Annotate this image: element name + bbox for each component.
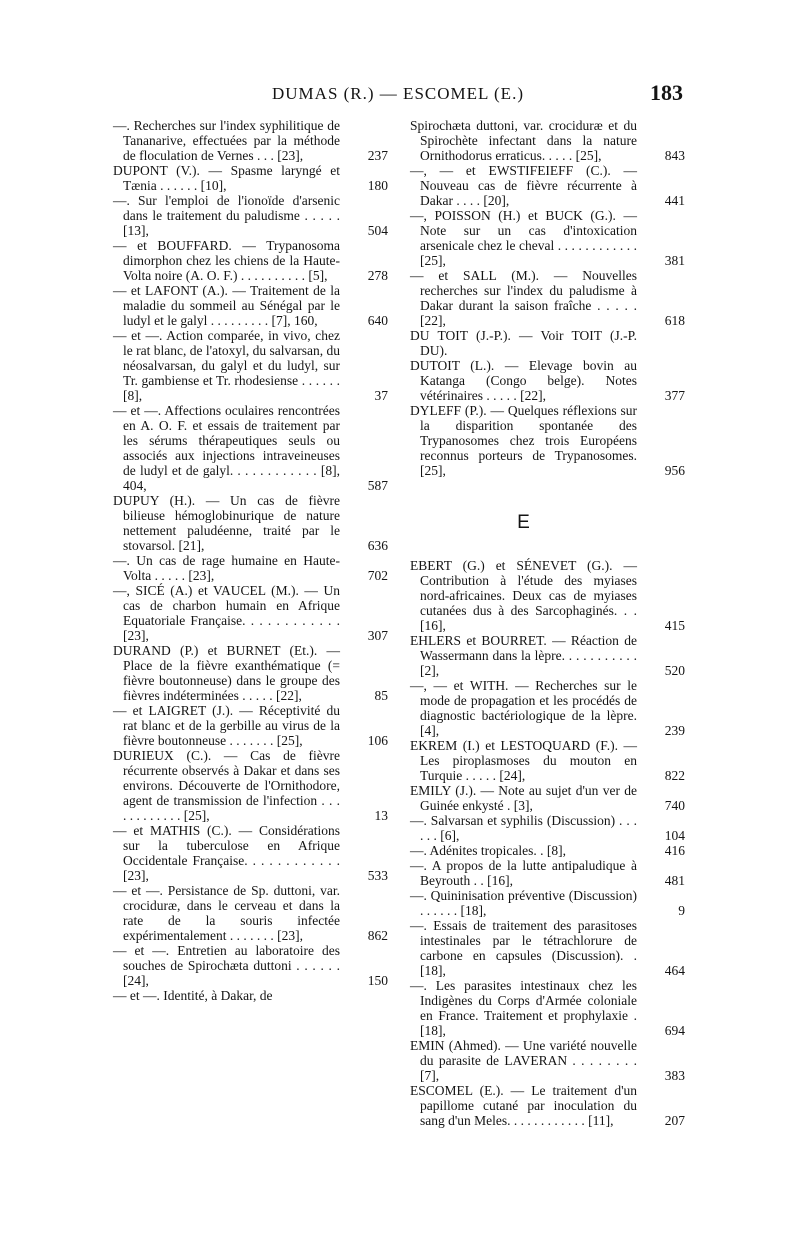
section-letter-heading: E <box>517 512 530 533</box>
entry-page-number: 740 <box>664 798 685 813</box>
entry-page-number: 862 <box>367 928 388 943</box>
page-header <box>113 80 683 110</box>
index-entry <box>410 268 685 328</box>
index-entry <box>410 403 685 478</box>
entry-text: — et —. Action comparée, in vivo, chez le rat blanc, de l'atoxyl, du salvarsan, du néosalvarsan, du galyl et du ludyl, sur Tr. gambiense et Tr. rhodesiense . . . . . . [8], <box>113 328 340 403</box>
index-entry <box>113 403 388 493</box>
entry-text: —. Adénites tropicales. . [8], <box>410 843 566 858</box>
entry-page-number: 618 <box>664 313 685 328</box>
index-entry <box>410 328 685 358</box>
right-column-e-entries <box>410 558 685 1128</box>
index-entry <box>113 583 388 643</box>
entry-page-number: 533 <box>367 868 388 883</box>
index-entry <box>410 1038 685 1083</box>
entry-text: DUPONT (V.). — Spasme laryngé et Tænia . . . . . . [10], <box>113 163 340 193</box>
index-entry <box>113 493 388 553</box>
entry-page-number: 9 <box>678 903 685 918</box>
entry-text: —, — et WITH. — Recherches sur le mode de propagation et les procédés de diagnostic bactériologique de la lèpre. [4], <box>410 678 637 738</box>
entry-text: — et —. Entretien au laboratoire des souches de Spirochæta duttoni . . . . . . [24], <box>113 943 340 988</box>
index-entry <box>113 643 388 703</box>
entry-text: EMIN (Ahmed). — Une variété nouvelle du parasite de LAVERAN . . . . . . . . [7], <box>410 1038 637 1083</box>
index-entry <box>410 633 685 678</box>
entry-page-number: 587 <box>367 478 388 493</box>
entry-page-number: 239 <box>664 723 685 738</box>
index-entry <box>113 748 388 823</box>
index-entry <box>410 738 685 783</box>
entry-page-number: 37 <box>374 388 388 403</box>
index-entry <box>410 858 685 888</box>
index-entry <box>113 988 388 1003</box>
index-entry <box>410 813 685 843</box>
entry-page-number: 150 <box>367 973 388 988</box>
entry-page-number: 694 <box>664 1023 685 1038</box>
index-entry <box>113 553 388 583</box>
entry-text: —. Les parasites intestinaux chez les Indigènes du Corps d'Armée coloniale en France. Traitement et prophylaxie . [18], <box>410 978 637 1038</box>
entry-page-number: 278 <box>367 268 388 283</box>
entry-text: EMILY (J.). — Note au sujet d'un ver de Guinée enkysté . [3], <box>410 783 637 813</box>
entry-text: DU TOIT (J.-P.). — Voir TOIT (J.-P. DU). <box>410 328 637 358</box>
entry-page-number: 843 <box>664 148 685 163</box>
index-entry <box>410 918 685 978</box>
entry-text: DUTOIT (L.). — Elevage bovin au Katanga (Congo belge). Notes vétérinaires . . . . . [22], <box>410 358 637 403</box>
index-entry <box>410 783 685 813</box>
entry-page-number: 237 <box>367 148 388 163</box>
entry-text: — et BOUFFARD. — Trypanosoma dimorphon chez les chiens de la Haute-Volta noire (A. O. F.) . . . . . . . . . . [5], <box>113 238 340 283</box>
right-column <box>410 118 685 1128</box>
entry-page-number: 377 <box>664 388 685 403</box>
index-entry <box>113 943 388 988</box>
entry-page-number: 381 <box>664 253 685 268</box>
entry-text: DURIEUX (C.). — Cas de fièvre récurrente observés à Dakar et dans ses environs. Découverte de l'Ornithodore, agent de transmission de l'infection . . . . . . . . . . . . [25], <box>113 748 340 823</box>
index-entry <box>113 118 388 163</box>
entry-text: —. Sur l'emploi de l'ionoïde d'arsenic dans le traitement du paludisme . . . . . [13], <box>113 193 340 238</box>
entry-page-number: 956 <box>664 463 685 478</box>
entry-page-number: 207 <box>664 1113 685 1128</box>
index-entry <box>410 558 685 633</box>
entry-text: — et —. Affections oculaires rencontrées en A. O. F. et essais de traitement par les sérums thérapeutiques seuls ou associés aux injections intraveineuses de ludyl et de galyl. . . . . . . . . . . . [8], 404, <box>113 403 340 493</box>
entry-text: — et LAIGRET (J.). — Réceptivité du rat blanc et de la gerbille au virus de la fièvre boutonneuse . . . . . . . [25], <box>113 703 340 748</box>
entry-page-number: 640 <box>367 313 388 328</box>
entry-page-number: 307 <box>367 628 388 643</box>
index-entry <box>113 823 388 883</box>
entry-page-number: 415 <box>664 618 685 633</box>
entry-text: EHLERS et BOURRET. — Réaction de Wassermann dans la lèpre. . . . . . . . . . . [2], <box>410 633 637 678</box>
entry-text: —. Salvarsan et syphilis (Discussion) . . . . . . [6], <box>410 813 637 843</box>
right-column-d-entries <box>410 118 685 478</box>
entry-text: —. Un cas de rage humaine en Haute-Volta . . . . . [23], <box>113 553 340 583</box>
entry-text: DUPUY (H.). — Un cas de fièvre bilieuse hémoglobinurique de nature nettement paludéenne, traité par le stovarsol. [21], <box>113 493 340 553</box>
entry-page-number: 104 <box>664 828 685 843</box>
index-entry <box>113 193 388 238</box>
entry-page-number: 481 <box>664 873 685 888</box>
entry-text: —, POISSON (H.) et BUCK (G.). — Note sur un cas d'intoxication arsenicale chez le cheval . . . . . . . . . . . . [25], <box>410 208 637 268</box>
index-entry <box>410 843 685 858</box>
index-entry <box>410 208 685 268</box>
entry-text: ESCOMEL (E.). — Le traitement d'un papillome cutané par inoculation du sang d'un Meles. . . . . . . . . . . . [11], <box>410 1083 637 1128</box>
page-number: 183 <box>650 80 683 105</box>
index-entry <box>113 883 388 943</box>
entry-page-number: 416 <box>664 843 685 858</box>
entry-text: —, — et EWSTIFEIEFF (C.). — Nouveau cas de fièvre récurrente à Dakar . . . . [20], <box>410 163 637 208</box>
index-entry <box>113 328 388 403</box>
entry-text: —. Recherches sur l'index syphilitique de Tananarive, effectuées par la méthode de floculation de Vernes . . . [23], <box>113 118 340 163</box>
entry-page-number: 464 <box>664 963 685 978</box>
entry-text: — et —. Persistance de Sp. duttoni, var. crociduræ, dans le cerveau et dans la rate de la souris infectée expérimentalement . . . . . . . [23], <box>113 883 340 943</box>
entry-text: — et MATHIS (C.). — Considérations sur la tuberculose en Afrique Occidentale Française. . . . . . . . . . . . [23], <box>113 823 340 883</box>
entry-text: — et LAFONT (A.). — Traitement de la maladie du sommeil au Sénégal par le ludyl et le galyl . . . . . . . . . [7], 160, <box>113 283 340 328</box>
entry-page-number: 106 <box>367 733 388 748</box>
index-entry <box>410 978 685 1038</box>
index-entry <box>113 238 388 283</box>
entry-text: —. A propos de la lutte antipaludique à Beyrouth . . [16], <box>410 858 637 888</box>
entry-page-number: 13 <box>374 808 388 823</box>
running-head: DUMAS (R.) — ESCOMEL (E.) <box>272 84 524 103</box>
index-entry <box>113 703 388 748</box>
index-entry <box>410 888 685 918</box>
entry-page-number: 383 <box>664 1068 685 1083</box>
entry-text: —. Essais de traitement des parasitoses intestinales par le tétrachlorure de carbone en capsules (Discussion). . [18], <box>410 918 637 978</box>
entry-text: —. Quininisation préventive (Discussion) . . . . . . [18], <box>410 888 637 918</box>
entry-text: DURAND (P.) et BURNET (Et.). — Place de la fièvre exanthématique (= fièvre boutonneuse) dans le groupe des fièvres indéterminées . . . . . [22], <box>113 643 340 703</box>
left-column <box>113 118 388 1003</box>
entry-page-number: 822 <box>664 768 685 783</box>
entry-text: EBERT (G.) et SÉNEVET (G.). — Contribution à l'étude des myiases nord-africaines. Deux cas de myiases cutanées dus à des Sarcophaginés. . . [16], <box>410 558 637 633</box>
index-entry <box>410 358 685 403</box>
entry-page-number: 180 <box>367 178 388 193</box>
entry-text: EKREM (I.) et LESTOQUARD (F.). — Les piroplasmoses du mouton en Turquie . . . . . [24], <box>410 738 637 783</box>
index-entry <box>113 163 388 193</box>
index-entry <box>410 163 685 208</box>
entry-page-number: 520 <box>664 663 685 678</box>
index-entry <box>410 118 685 163</box>
entry-text: Spirochæta duttoni, var. crociduræ et du Spirochète infectant dans la nature Ornithodorus erraticus. . . . . [25], <box>410 118 637 163</box>
entry-page-number: 636 <box>367 538 388 553</box>
entry-page-number: 702 <box>367 568 388 583</box>
entry-text: —, SICÉ (A.) et VAUCEL (M.). — Un cas de charbon humain en Afrique Equatoriale Française. . . . . . . . . . . . [23], <box>113 583 340 643</box>
entry-text: — et SALL (M.). — Nouvelles recherches sur l'index du paludisme à Dakar durant la saison fraîche . . . . . [22], <box>410 268 637 328</box>
index-entry <box>113 283 388 328</box>
entry-text: DYLEFF (P.). — Quelques réflexions sur la disparition spontanée des Trypanosomes chez trois Européens reconnus porteurs de Trypanosomes. [25], <box>410 403 637 478</box>
entry-page-number: 85 <box>374 688 388 703</box>
index-entry <box>410 678 685 738</box>
entry-page-number: 504 <box>367 223 388 238</box>
entry-text: — et —. Identité, à Dakar, de <box>113 988 273 1003</box>
entry-page-number: 441 <box>664 193 685 208</box>
index-entry <box>410 1083 685 1128</box>
